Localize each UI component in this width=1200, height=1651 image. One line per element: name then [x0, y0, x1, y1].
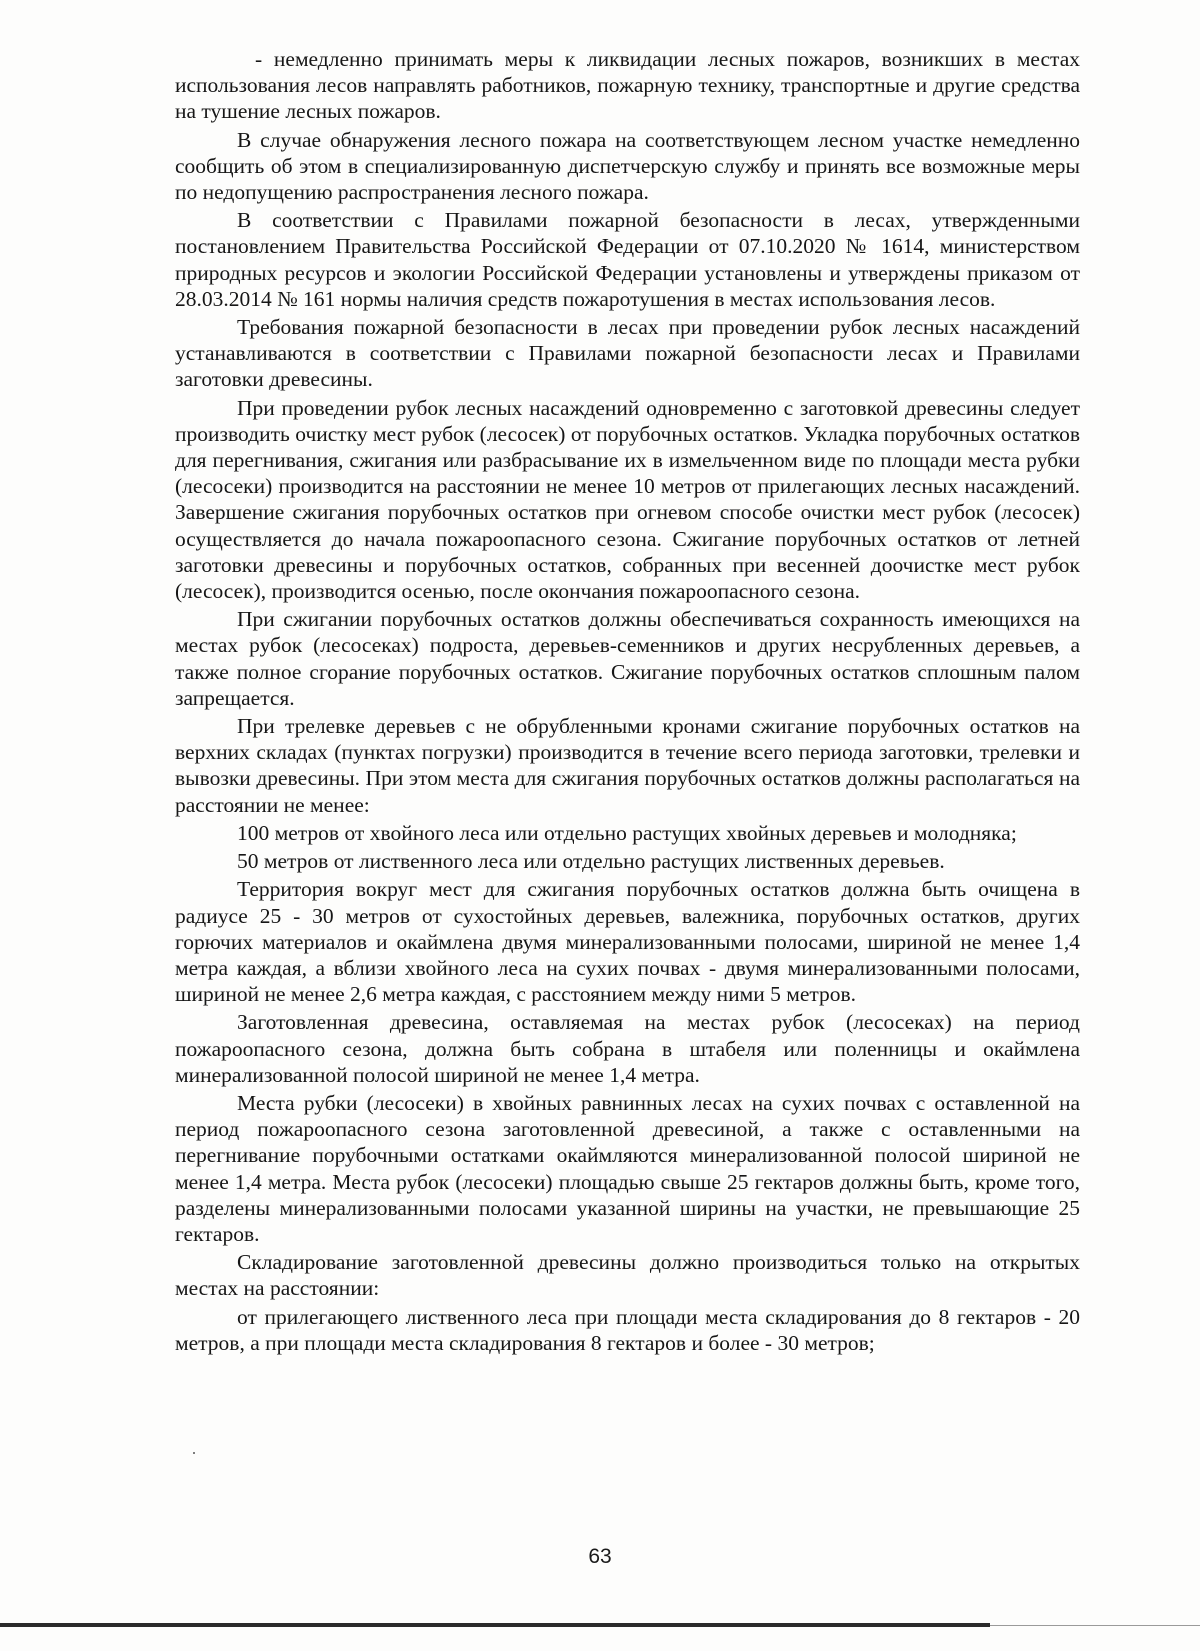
scan-edge-line-tail [990, 1625, 1200, 1626]
paragraph: от прилегающего лиственного леса при площади места складирования до 8 гектаров - 20 метров, а при площади места складирования 8 гектаров и более - 30 метров; [175, 1304, 1080, 1355]
paragraph: Места рубки (лесосеки) в хвойных равнинных лесах на сухих почвах с оставленной на период пожароопасного сезона заготовленной древесиной, а также с оставленными на перегнивание порубочными остатками окаймляются минерализованной полосой шириной не менее 1,4 метра. Места рубок (лесосеки) площадью свыше 25 гектаров должны быть, кроме того, разделены минерализованными полосами указанной ширины на участки, не превышающие 25 гектаров. [175, 1090, 1080, 1246]
paragraph: Территория вокруг мест для сжигания порубочных остатков должна быть очищена в радиусе 25 - 30 метров от сухостойных деревьев, валежника, порубочных остатков, других горючих материалов и окаймлена двумя минерализованными полосами, шириной не менее 1,4 метра каждая, а вблизи хвойного леса на сухих почвах - двумя минерализованными полосами, шириной не менее 2,6 метра каждая, с расстоянием между ними 5 метров. [175, 877, 1080, 1007]
paragraph: При сжигании порубочных остатков должны обеспечиваться сохранность имеющихся на местах рубок (лесосеках) подроста, деревьев-семенников и других несрубленных деревьев, а также полное сгорание порубочных остатков. Сжигание порубочных остатков сплошным палом запрещается. [175, 607, 1080, 710]
paragraph: 50 метров от лиственного леса или отдельно растущих лиственных деревьев. [237, 849, 945, 874]
page-number: 63 [588, 1545, 612, 1568]
paragraph: - немедленно принимать меры к ликвидации лесных пожаров, возникших в местах использования лесов направлять работников, пожарную технику, транспортные и другие средства на тушение лесных пожаров. [175, 47, 1080, 124]
scan-speck [193, 1452, 195, 1454]
scan-edge-line [0, 1623, 990, 1627]
paragraph: При проведении рубок лесных насаждений одновременно с заготовкой древесины следует производить очистку мест рубок (лесосек) от порубочных остатков. Укладка порубочных остатков для перегнивания, сжигания или разбрасывание их в измельченном виде по площади места рубки (лесосеки) производится на расстоянии не менее 10 метров от прилегающих лесных насаждений. Завершение сжигания порубочных остатков при огневом способе очистки мест рубок (лесосек) осуществляется до начала пожароопасного сезона. Сжигание порубочных остатков от летней заготовки древесины и порубочных остатков, собранных при весенней доочистке мест рубок (лесосек), производится осенью, после окончания пожароопасного сезона. [175, 395, 1080, 604]
paragraph: Заготовленная древесина, оставляемая на местах рубок (лесосеках) на период пожароопасного сезона, должна быть собрана в штабеля или поленницы и окаймлена минерализованной полосой шириной не менее 1,4 метра. [175, 1010, 1080, 1087]
paragraph: Требования пожарной безопасности в лесах при проведении рубок лесных насаждений устанавливаются в соответствии с Правилами пожарной безопасности лесах и Правилами заготовки древесины. [175, 315, 1080, 392]
paragraph: При трелевке деревьев с не обрубленными кронами сжигание порубочных остатков на верхних складах (пунктах погрузки) производится в течение всего периода заготовки, трелевки и вывозки древесины. При этом места для сжигания порубочных остатков должны располагаться на расстоянии не менее: [175, 714, 1080, 817]
document-body [175, 46, 1080, 1358]
paragraph: Складирование заготовленной древесины должно производиться только на открытых местах на расстоянии: [175, 1250, 1080, 1301]
paragraph: 100 метров от хвойного леса или отдельно растущих хвойных деревьев и молодняка; [237, 820, 1017, 845]
paragraph: В соответствии с Правилами пожарной безопасности в лесах, утвержденными постановлением Правительства Российской Федерации от 07.10.2020 № 1614, министерством природных ресурсов и экологии Российской Федерации установлены и утверждены приказом от 28.03.2014 № 161 нормы наличия средств пожаротушения в местах использования лесов. [175, 208, 1080, 311]
paragraph: В случае обнаружения лесного пожара на соответствующем лесном участке немедленно сообщить об этом в специализированную диспетчерскую службу и принять все возможные меры по недопущению распространения лесного пожара. [175, 127, 1080, 205]
